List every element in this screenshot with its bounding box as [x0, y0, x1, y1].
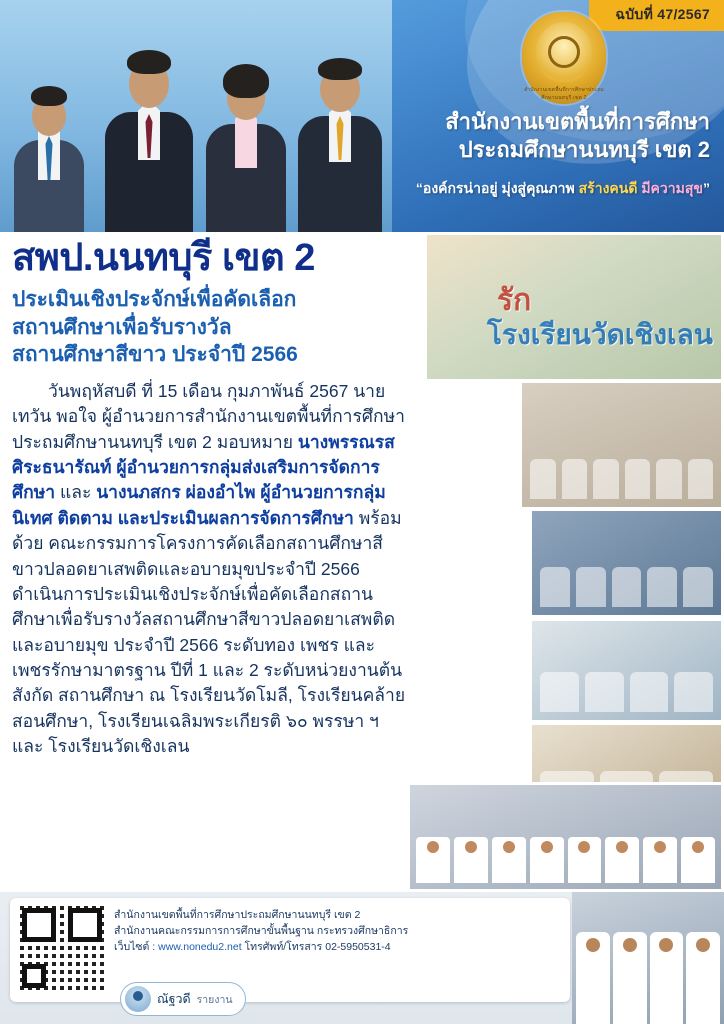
subtitle-line-1: ประเมินเชิงประจักษ์เพื่อคัดเลือก — [12, 287, 297, 311]
website-url[interactable]: www.nonedu2.net — [158, 940, 242, 953]
students-row — [416, 837, 715, 883]
article-body — [12, 379, 412, 760]
seated-people — [540, 567, 713, 607]
event-photo-school-entrance — [529, 618, 724, 723]
subtitle-line-2: สถานศึกษาเพื่อรับรางวัล — [12, 315, 232, 339]
article-text-column — [12, 238, 412, 760]
poster-header — [0, 0, 724, 232]
header-right-block — [364, 0, 724, 232]
emblem-caption: สำนักงานเขตพื้นที่การศึกษาประถมศึกษานนทบุรี เขต 2 — [524, 87, 604, 101]
organization-title — [445, 108, 710, 164]
footer-line-3 — [114, 940, 408, 956]
slogan-part-3: มีความสุข — [641, 180, 703, 196]
photo-collage — [379, 232, 724, 892]
person-photo — [96, 46, 202, 232]
subtitle-line-3: สถานศึกษาสีขาว ประจำปี 2566 — [12, 343, 298, 367]
slogan-part-1: องค์กรน่าอยู่ มุ่งสู่คุณภาพ — [422, 180, 579, 196]
footer-line-1: สำนักงานเขตพื้นที่การศึกษาประถมศึกษานนทบุรี เขต 2 — [114, 909, 361, 921]
phone-text: โทรศัพท์/โทรสาร 02-5950531-4 — [241, 940, 391, 953]
seated-people — [530, 459, 713, 499]
article-segment: วันพฤหัสบดี ที่ 15 เดือน กุมภาพันธ์ 2567 นายเทวัน พอใจ ผู้อำนวยการสำนักงานเขตพื้นที่การศึกษาประถมศึกษานนทบุรี เขต 2 มอบหมาย — [12, 380, 405, 452]
organization-slogan — [416, 178, 710, 200]
org-title-line1: สำนักงานเขตพื้นที่การศึกษา — [445, 109, 710, 134]
footer-contact-text — [114, 906, 408, 955]
poster-body — [0, 232, 724, 892]
slogan-quote-open: “ — [415, 180, 423, 196]
footer-photo-students — [572, 892, 724, 1024]
ministry-emblem-icon — [522, 12, 606, 104]
event-photo-meeting — [529, 508, 724, 618]
students-row — [572, 932, 724, 1024]
slogan-quote-close: ” — [703, 180, 710, 196]
photo-overlay-text-2: โรงเรียนวัดเชิงเลน — [487, 319, 713, 350]
photo-overlay-text-1: รัก — [497, 284, 532, 317]
standing-people — [540, 672, 713, 712]
avatar — [125, 986, 151, 1012]
event-photo-banner — [424, 232, 724, 382]
person-photo — [6, 82, 92, 232]
reporter-name: ณัฐวดี — [157, 992, 191, 1006]
footer-line-2: สำนักงานคณะกรรมการการศึกษาขั้นพื้นฐาน กระทรวงศึกษาธิการ — [114, 924, 409, 937]
page-title: สพป.นนทบุรี เขต 2 — [12, 237, 315, 279]
article-segment: นางนภสกร ผ่องอำไพ ผู้อำนวยการกลุ่มนิเทศ ติดตาม และประเมินผลการจัดการศึกษา — [12, 482, 386, 528]
qr-code-icon[interactable] — [20, 906, 104, 990]
poster-footer — [0, 892, 724, 1024]
org-title-line2: ประถมศึกษานนทบุรี เขต 2 — [458, 137, 710, 163]
article-segment: นางพรรณรส ศิระธนารัณท์ ผู้อำนวยการกลุ่มส่งเสริมการจัดการศึกษา — [12, 431, 395, 503]
article-segment: พร้อมด้วย คณะกรรมการโครงการคัดเลือกสถานศึกษาสีขาวปลอดยาเสพติดและอบายมุขประจำปี 2566 ดำเนินการประเมินเชิงประจักษ์เพื่อคัดเลือกสถานศึกษาเพื่อรับรางวัลสถานศึกษาสีขาวปลอดยาเสพติดและอบายมุข ประจำปี 2566 ระดับทอง เพชร และเพชรรักษามาตรฐาน ปีที่ 1 และ 2 ระดับหน่วยงานต้นสังกัด สถานศึกษา ณ โรงเรียนวัดโมลี, โรงเรียนคล้ายสอนศึกษา, โรงเรียนเฉลิมพระเกียรติ ๖๐ พรรษา ฯ และ โรงเรียนวัดเชิงเลน — [12, 507, 406, 757]
article-segment: และ — [55, 482, 97, 503]
reporter-badge — [120, 982, 246, 1016]
slogan-part-2: สร้างคนดี — [578, 180, 642, 196]
event-photo-ceremony — [519, 380, 724, 510]
executives-group-photo — [0, 0, 392, 232]
footer-info-card — [10, 898, 570, 1002]
person-photo — [196, 62, 296, 232]
reporter-role: รายงาน — [196, 993, 233, 1006]
page-subtitle — [12, 286, 412, 369]
event-photo-students-group — [407, 782, 724, 892]
issue-number-badge: ฉบับที่ 47/2567 — [589, 0, 724, 31]
website-label: เว็บไซต์ : — [114, 940, 159, 953]
